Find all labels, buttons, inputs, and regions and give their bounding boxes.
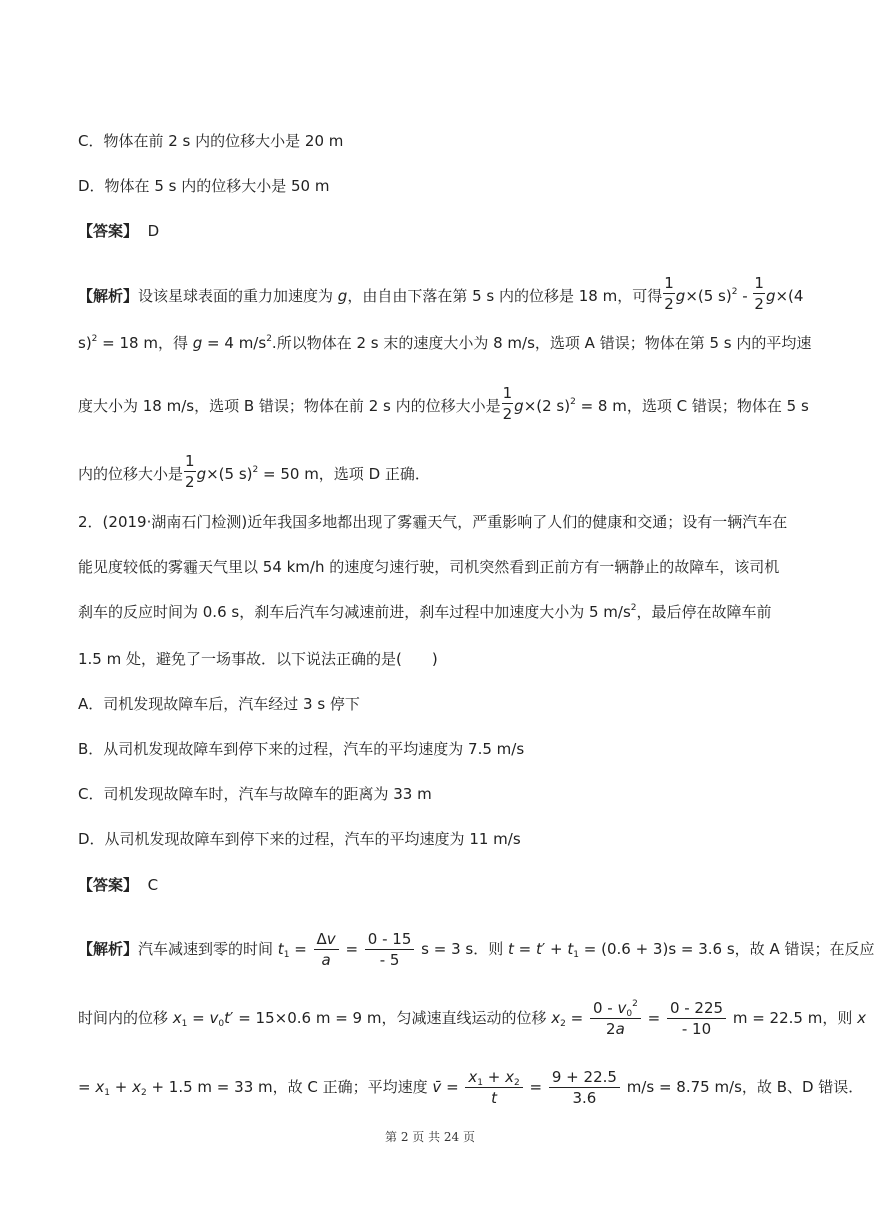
answer-value: D [147,222,160,240]
q2-stem-line4: 1.5 m 处，避免了一场事故．以下说法正确的是( ) [78,650,438,668]
q1-option-c: C．物体在前 2 s 内的位移大小是 20 m [78,132,344,150]
q2-stem-line2: 能见度较低的雾霾天气里以 54 km/h 的速度匀速行驶，司机突然看到正前方有一辆静止的故障车，该司机 [78,558,780,576]
q2-answer [78,875,158,895]
analysis-label: 【解析】 [78,940,139,958]
answer-label: 【答案】 [78,876,139,894]
q2-stem-line1: 2．(2019·湖南石门检测)近年我国多地都出现了雾霾天气，严重影响了人们的健康和交通；设有一辆汽车在 [78,513,788,531]
q2-stem-line3: 刹车的反应时间为 0.6 s，刹车后汽车匀减速前进，刹车过程中加速度大小为 5 $m/s^2$，最后停在故障车前 [78,603,772,621]
q2-analysis-line1: 【解析】汽车减速到零的时间 $t_1$ = $\frac{\Delta v}{a}$ = $\frac{0 - 15}{- 5}$ s = 3 s．则 $t = t' + t_1 = (0.6 + 3)s = 3.6$ s，故 A 错误；在反应 [78,930,874,969]
q1-analysis-line3: 度大小为 18 m/s，选项 B 错误；物体在前 2 s 内的位移大小是 $\frac{1}{2}$ g×(2 s)$^2$ = 8 m，选项 C 错误；物体在 5 s [78,384,809,423]
q1-option-d: D．物体在 5 s 内的位移大小是 50 m [78,177,330,195]
analysis-label: 【解析】 [78,287,139,305]
q2-option-c: C．司机发现故障车时，汽车与故障车的距离为 33 m [78,785,432,803]
q1-analysis-line2: s)$^2$ = 18 m，得 g = 4 $m/s^2$.所以物体在 2 s 末的速度大小为 8 m/s，选项 A 错误；物体在第 5 s 内的平均速 [78,334,812,352]
answer-value: C [147,876,159,894]
answer-label: 【答案】 [78,222,139,240]
q2-analysis-line2: 时间内的位移 $x_1 = v_0t' = 15\times 0.6$ m = 9 m，匀减速直线运动的位移 $x_2$ = $\frac{0 - v_0^2}{2a}$ = $\frac{0 - 225}{- 10}$ m = 22.5 m，则 x [78,999,866,1038]
q1-analysis-line4: 内的位移大小是 $\frac{1}{2}$ g×(5 s)$^2$ = 50 m，选项 D 正确． [78,452,430,491]
q2-option-a: A．司机发现故障车后，汽车经过 3 s 停下 [78,695,360,713]
q1-answer [78,221,159,241]
page-footer: 第 2 页 共 24 页 [385,1130,475,1144]
q1-analysis-line1: 【解析】设该星球表面的重力加速度为 g，由自由下落在第 5 s 内的位移是 18 m，可得 $\frac{1}{2}$ g×(5 s)$^2$ - $\frac{1}{2}$ g×(4 [78,274,804,313]
q2-analysis-line3: = $x_1 + x_2 + 1.5$ m = 33 m，故 C 正确；平均速度 v̄ = $\frac{x_1 + x_2}{t}$ = $\frac{9 + 22.5}{3.6}$ m/s = 8.75 m/s，故 B、D 错误． [78,1068,864,1107]
q2-option-d: D．从司机发现故障车到停下来的过程，汽车的平均速度为 11 m/s [78,830,521,848]
q2-option-b: B．从司机发现故障车到停下来的过程，汽车的平均速度为 7.5 m/s [78,740,525,758]
